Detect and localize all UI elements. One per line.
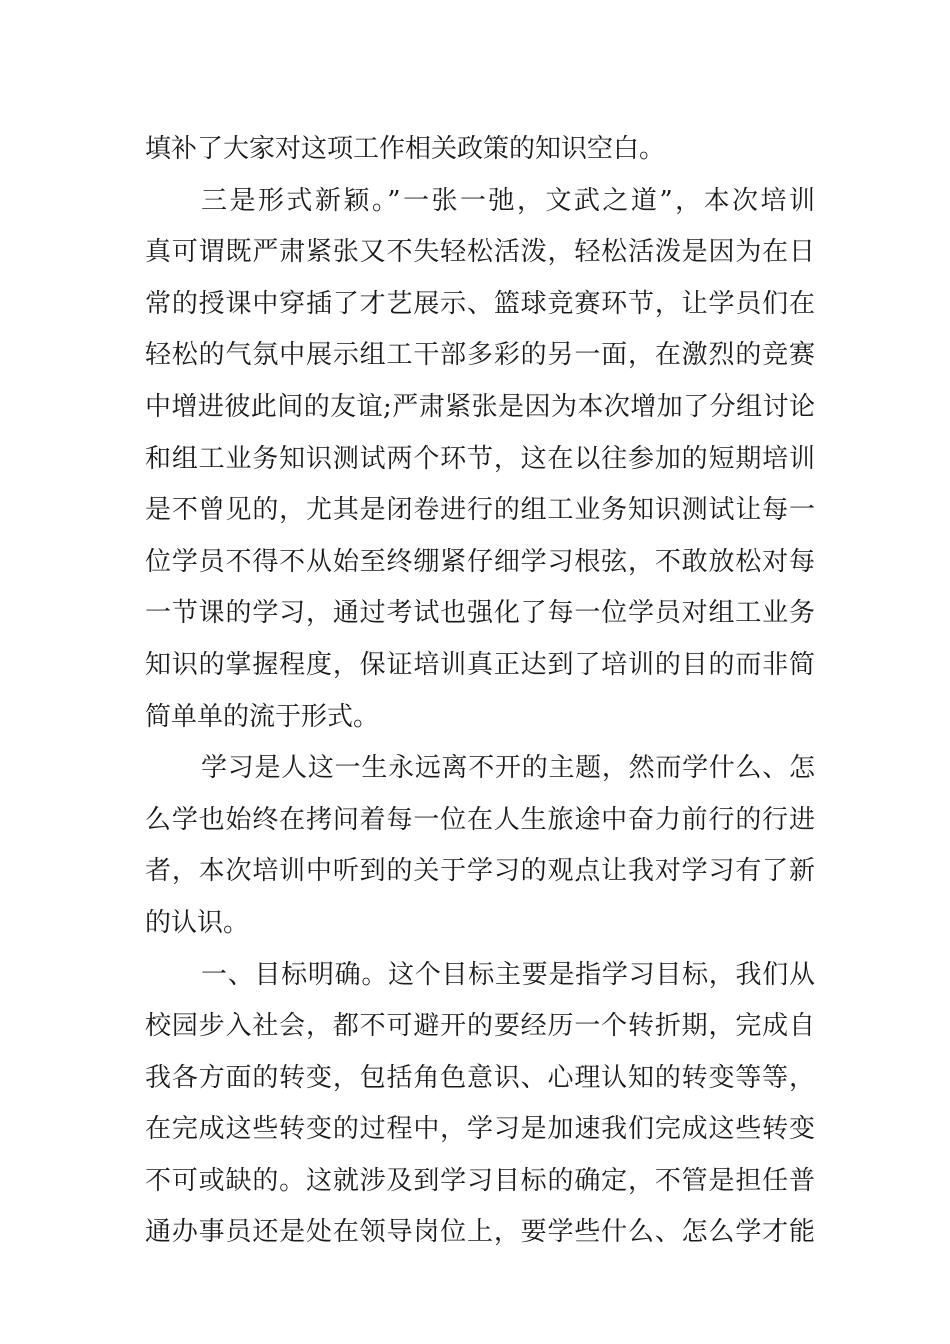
text-line: 轻松的气氛中展示组工干部多彩的另一面，在激烈的竞赛 xyxy=(145,340,815,371)
text-line: 位学员不得不从始至终绷紧仔细学习根弦，不敢放松对每 xyxy=(145,546,815,577)
text-line: 三是形式新颖。”一张一弛，文武之道”，本次培训 xyxy=(201,185,815,216)
document-body xyxy=(145,124,815,1259)
text-line: 和组工业务知识测试两个环节，这在以往参加的短期培训 xyxy=(145,443,815,474)
text-line: 者，本次培训中听到的关于学习的观点让我对学习有了新 xyxy=(145,856,815,887)
text-line: 是不曾见的，尤其是闭卷进行的组工业务知识测试让每一 xyxy=(145,495,815,526)
text-line: 我各方面的转变，包括角色意识、心理认知的转变等等， xyxy=(145,1062,815,1093)
text-line: 中增进彼此间的友谊;严肃紧张是因为本次增加了分组讨论 xyxy=(145,391,815,422)
text-line: 一节课的学习，通过考试也强化了每一位学员对组工业务 xyxy=(145,598,815,629)
text-line: 简单单的流于形式。 xyxy=(145,701,380,732)
text-line: 一、目标明确。这个目标主要是指学习目标，我们从 xyxy=(201,959,815,990)
text-line: 知识的掌握程度，保证培训真正达到了培训的目的而非简 xyxy=(145,649,815,680)
text-line: 的认识。 xyxy=(145,907,250,938)
text-line: 么学也始终在拷问着每一位在人生旅途中奋力前行的行进 xyxy=(145,804,815,835)
text-line: 不可或缺的。这就涉及到学习目标的确定，不管是担任普 xyxy=(145,1165,815,1196)
text-line: 常的授课中穿插了才艺展示、篮球竞赛环节，让学员们在 xyxy=(145,288,815,319)
text-line: 在完成这些转变的过程中，学习是加速我们完成这些转变 xyxy=(145,1114,815,1145)
text-line: 真可谓既严肃紧张又不失轻松活泼，轻松活泼是因为在日 xyxy=(145,237,815,268)
text-line: 通办事员还是处在领导岗位上，要学些什么、怎么学才能 xyxy=(145,1217,815,1248)
text-line: 填补了大家对这项工作相关政策的知识空白。 xyxy=(145,134,666,164)
text-line: 学习是人这一生永远离不开的主题，然而学什么、怎 xyxy=(201,753,815,784)
text-line: 校园步入社会，都不可避开的要经历一个转折期，完成自 xyxy=(145,1011,815,1042)
